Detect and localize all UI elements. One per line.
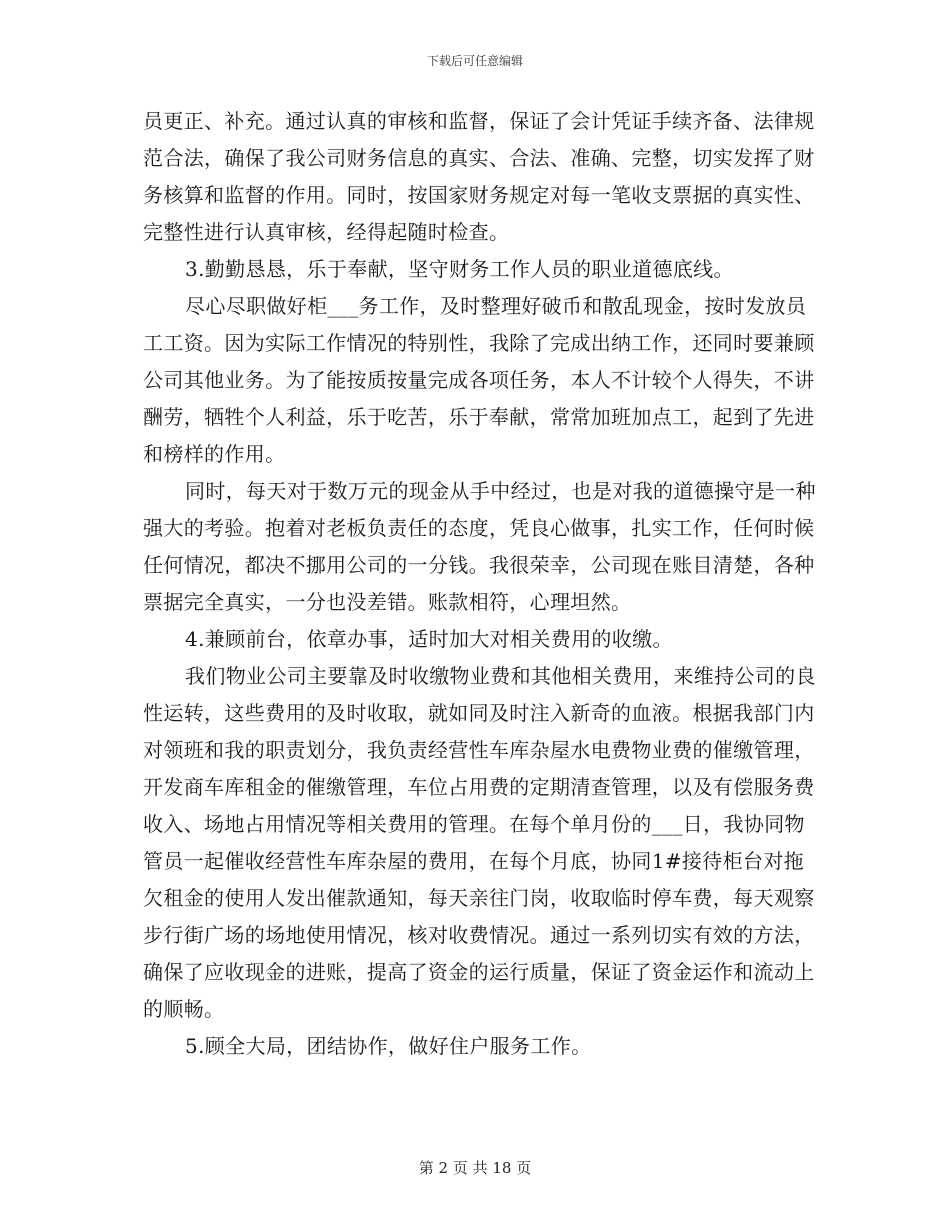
document-body	[143, 103, 818, 1065]
paragraph: 员更正、补充。通过认真的审核和监督，保证了会计凭证手续齐备、法律规范合法，确保了我公司财务信息的真实、合法、准确、完整，切实发挥了财务核算和监督的作用。同时，按国家财务规定对每一笔收支票据的真实性、完整性进行认真审核，经得起随时检查。	[143, 109, 815, 244]
paragraph-heading-4: 4.兼顾前台，依章办事，适时加大对相关费用的收缴。	[185, 627, 673, 651]
page-header: 下载后可任意编辑	[426, 54, 523, 68]
paragraph-heading-5: 5.顾全大局，团结协作，做好住户服务工作。	[185, 1034, 592, 1058]
paragraph: 我们物业公司主要靠及时收缴物业费和其他相关费用，来维持公司的良性运转，这些费用的及时收取，就如同及时注入新奇的血液。根据我部门内对领班和我的职责划分，我负责经营性车库杂屋水电费物业费的催缴管理，开发商车库租金的催缴管理，车位占用费的定期清查管理，以及有偿服务费收入、场地占用情况等相关费用的管理。在每个单月份的___日，我协同物管员一起催收经营性车库杂屋的费用，在每个月底，协同1#接待柜台对拖欠租金的使用人发出催款通知，每天亲往门岗，收取临时停车费，每天观察步行街广场的场地使用情况，核对收费情况。通过一系列切实有效的方法，确保了应收现金的进账，提高了资金的运行质量，保证了资金运作和流动上的顺畅。	[143, 664, 816, 1021]
paragraph-heading-3: 3.勤勤恳恳，乐于奉献，坚守财务工作人员的职业道德底线。	[185, 257, 734, 281]
paragraph: 尽心尽职做好柜___务工作，及时整理好破币和散乱现金，按时发放员工工资。因为实际工作情况的特别性，我除了完成出纳工作，还同时要兼顾公司其他业务。为了能按质按量完成各项任务，本人不计较个人得失，不讲酬劳，牺牲个人利益，乐于吃苦，乐于奉献，常常加班加点工，起到了先进和榜样的作用。	[143, 294, 815, 466]
page-number: 第 2 页 共 18 页	[418, 1159, 532, 1177]
paragraph: 同时，每天对于数万元的现金从手中经过，也是对我的道德操守是一种强大的考验。抱着对老板负责任的态度，凭良心做事，扎实工作，任何时候任何情况，都决不挪用公司的一分钱。我很荣幸，公司现在账目清楚，各种票据完全真实，一分也没差错。账款相符，心理坦然。	[143, 479, 816, 614]
